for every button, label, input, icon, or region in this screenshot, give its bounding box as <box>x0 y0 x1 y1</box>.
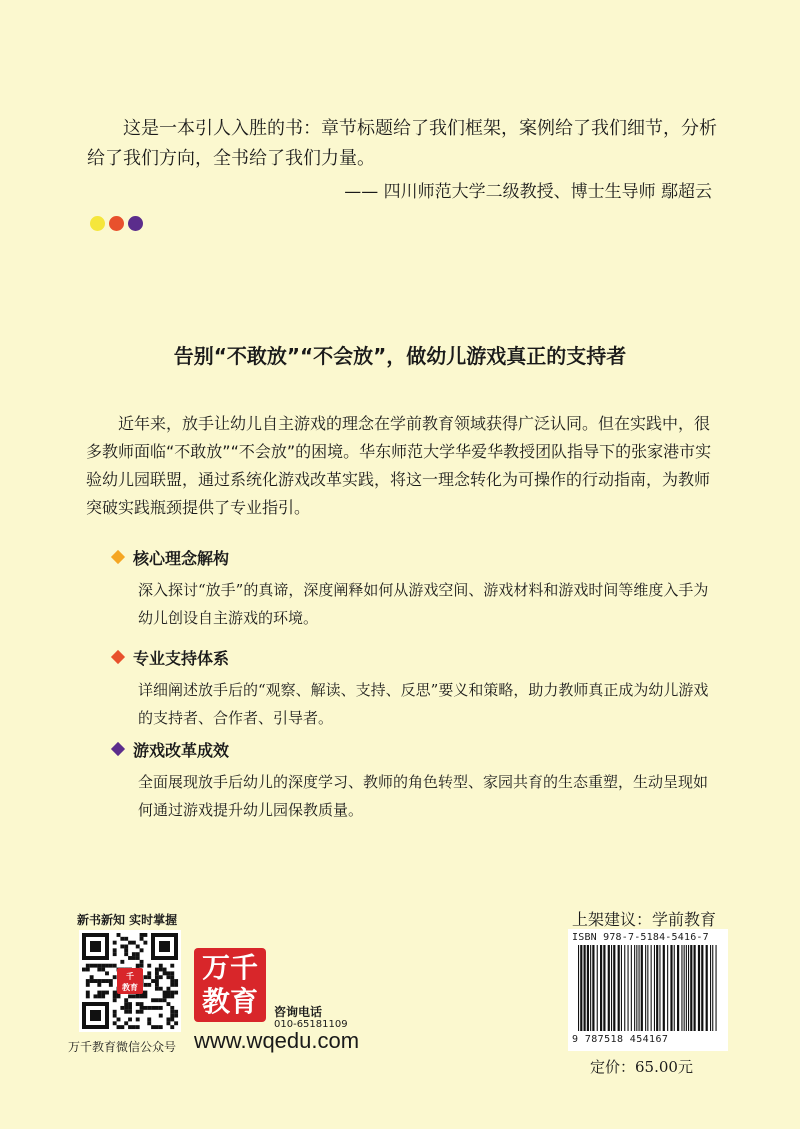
shelf-suggestion: 上架建议：学前教育 <box>572 910 717 929</box>
orange-dot <box>109 216 124 231</box>
diamond-bullet-icon <box>111 550 125 564</box>
quote-attribution: —— 四川师范大学二级教授、博士生导师 鄢超云 <box>344 182 712 202</box>
isbn-barcode <box>568 929 728 1051</box>
phone-number: 010-65181109 <box>274 1019 348 1030</box>
section-core-concept <box>110 546 722 632</box>
section-body: 全面展现放手后幼儿的深度学习、教师的角色转型、家园共育的生态重塑，生动呈现如何通过游戏提升幼儿园保教质量。 <box>138 773 709 819</box>
consult-label: 咨询电话 <box>274 1005 323 1019</box>
intro-text: 近年来，放手让幼儿自主游戏的理念在学前教育领域获得广泛认同。但在实践中，很多教师面临“不敢放”“不会放”的困境。华东师范大学华爱华教授团队指导下的张家港市实验幼儿园联盟，通过系统化游戏改革实践，将这一理念转化为可操作的行动指南，为教师突破实践瓶颈提供了专业指引。 <box>86 414 712 517</box>
endorsement-quote <box>87 114 717 174</box>
website-link[interactable]: www.wqedu.com <box>194 1028 360 1053</box>
section-title: 专业支持体系 <box>133 648 230 668</box>
qr-code[interactable] <box>79 930 181 1032</box>
price: 定价：65.00元 <box>590 1058 693 1076</box>
qr-caption: 万千教育微信公众号 <box>68 1040 177 1054</box>
logo-line2: 教育 <box>201 985 258 1018</box>
isbn-text: ISBN 978-7-5184-5416-7 <box>572 932 709 943</box>
intro-paragraph <box>86 410 716 522</box>
section-body: 深入探讨“放手”的真谛，深度阐释如何从游戏空间、游戏材料和游戏时间等维度入手为幼儿创设自主游戏的环境。 <box>138 581 709 627</box>
section-body: 详细阐述放手后的“观察、解读、支持、反思”要义和策略，助力教师真正成为幼儿游戏的支持者、合作者、引导者。 <box>138 681 709 727</box>
isbn-digits: 9 787518 454167 <box>572 1034 669 1045</box>
section-title: 核心理念解构 <box>133 548 230 568</box>
headline: 告别“不敢放”“不会放”，做幼儿游戏真正的支持者 <box>173 344 627 368</box>
publisher-logo <box>194 948 266 1022</box>
section-title: 游戏改革成效 <box>133 740 230 760</box>
yellow-dot <box>90 216 105 231</box>
quote-text: 这是一本引人入胜的书：章节标题给了我们框架，案例给了我们细节，分析给了我们方向，全书给了我们力量。 <box>87 118 717 169</box>
section-support-system <box>110 646 722 732</box>
diamond-bullet-icon <box>111 742 125 756</box>
section-reform-results <box>110 738 722 824</box>
decorative-dots <box>90 216 143 231</box>
diamond-bullet-icon <box>111 650 125 664</box>
svg-text:教育: 教育 <box>122 983 138 992</box>
purple-dot <box>128 216 143 231</box>
qr-caption-top: 新书新知 实时掌握 <box>77 913 178 927</box>
logo-line1: 万千 <box>201 951 258 984</box>
svg-text:千: 千 <box>126 972 134 981</box>
